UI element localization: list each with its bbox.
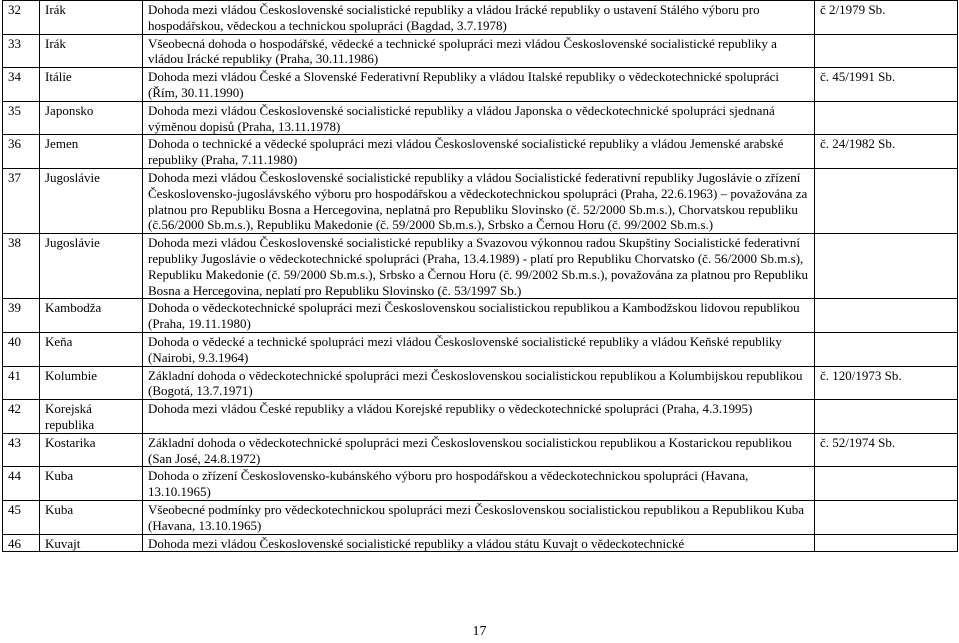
row-number-cell: 32 — [3, 1, 40, 35]
collection-reference-cell — [815, 101, 958, 135]
table-row — [3, 366, 958, 400]
row-number-cell: 37 — [3, 168, 40, 233]
row-number-cell: 45 — [3, 500, 40, 534]
agreement-title-cell: Všeobecná dohoda o hospodářské, vědecké a technické spolupráci mezi vládou Československé socialistické republiky a vládou Irácké republiky (Praha, 30.11.1986) — [143, 34, 815, 68]
collection-reference-cell — [815, 234, 958, 299]
country-cell: Jugoslávie — [40, 234, 143, 299]
row-number-cell: 42 — [3, 400, 40, 434]
country-cell: Japonsko — [40, 101, 143, 135]
collection-reference-cell — [815, 467, 958, 501]
collection-reference-cell: č. 24/1982 Sb. — [815, 135, 958, 169]
table-row — [3, 135, 958, 169]
collection-reference-cell: č. 52/1974 Sb. — [815, 433, 958, 467]
country-cell: Jugoslávie — [40, 168, 143, 233]
agreement-title-cell: Dohoda mezi vládou České a Slovenské Federativní Republiky a vládou Italské republiky o vědeckotechnické spolupráci (Řím, 30.11.1990) — [143, 68, 815, 102]
country-cell: Kostarika — [40, 433, 143, 467]
collection-reference-cell: č. 120/1973 Sb. — [815, 366, 958, 400]
collection-reference-cell — [815, 299, 958, 333]
row-number-cell: 36 — [3, 135, 40, 169]
collection-reference-cell — [815, 168, 958, 233]
row-number-cell: 34 — [3, 68, 40, 102]
treaty-table — [2, 0, 958, 552]
row-number-cell: 35 — [3, 101, 40, 135]
country-cell: Keňa — [40, 332, 143, 366]
page-number: 17 — [472, 624, 487, 639]
row-number-cell: 38 — [3, 234, 40, 299]
agreement-title-cell: Dohoda mezi vládou Československé socialistické republiky a vládou Japonska o vědeckotechnické spolupráci sjednaná výměnou dopisů (Praha, 13.11.1978) — [143, 101, 815, 135]
agreement-title-cell: Všeobecné podmínky pro vědeckotechnickou spolupráci mezi Československou socialistickou republikou a Republikou Kuba (Havana, 13.10.1965) — [143, 500, 815, 534]
agreement-title-cell: Dohoda o zřízení Československo-kubánského výboru pro hospodářskou a vědeckotechnickou spolupráci (Havana, 13.10.1965) — [143, 467, 815, 501]
row-number-cell: 43 — [3, 433, 40, 467]
agreement-title-cell: Základní dohoda o vědeckotechnické spolupráci mezi Československou socialistickou republikou a Kolumbijskou republikou (Bogotá, 13.7.1971) — [143, 366, 815, 400]
treaty-table-body — [3, 1, 958, 552]
country-cell: Irák — [40, 34, 143, 68]
table-row — [3, 34, 958, 68]
agreement-title-cell: Dohoda o technické a vědecké spolupráci mezi vládou Československé socialistické republiky a vládou Jemenské arabské republiky (Praha, 7.11.1980) — [143, 135, 815, 169]
country-cell: Kambodža — [40, 299, 143, 333]
collection-reference-cell: č. 45/1991 Sb. — [815, 68, 958, 102]
country-cell: Itálie — [40, 68, 143, 102]
country-cell: Korejská republika — [40, 400, 143, 434]
country-cell: Kuvajt — [40, 534, 143, 552]
collection-reference-cell — [815, 332, 958, 366]
country-cell: Kolumbie — [40, 366, 143, 400]
agreement-title-cell: Základní dohoda o vědeckotechnické spolupráci mezi Československou socialistickou republikou a Kostarickou republikou (San José, 24.8.1972) — [143, 433, 815, 467]
table-row — [3, 534, 958, 552]
table-row — [3, 332, 958, 366]
country-cell: Kuba — [40, 467, 143, 501]
table-row — [3, 68, 958, 102]
agreement-title-cell: Dohoda mezi vládou Československé socialistické republiky a Svazovou výkonnou radou Skupštiny Socialistické federativní republiky Jugoslávie o vědeckotechnické spolupráci (Praha, 13.4.1989) - platí pro Republiku Chorvatsko (č. 56/2000 Sb.m.s), Republiku Makedonie (č. 59/2000 Sb.m.s.), Srbsko a Černou Horu (č. 99/2002 Sb.m.s.), považována za platnou pro Republiku Bosna a Hercegovina, neplatí pro Republiku Slovinsko (č. 53/1997 Sb.) — [143, 234, 815, 299]
collection-reference-cell — [815, 34, 958, 68]
table-row — [3, 168, 958, 233]
agreement-title-cell: Dohoda mezi vládou Československé socialistické republiky a vládou Socialistické federativní republiky Jugoslávie o zřízení Československo-jugoslávského výboru pro hospodářskou a vědeckotechnickou spolupráci (Praha, 22.6.1963) – považována za platnou pro Republiku Bosna a Hercegovina, neplatná pro Republiku Slovinsko (č. 52/2000 Sb.m.s.), Chorvatskou republiku (č.56/2000 Sb.m.s.), Republiku Makedonie (č. 59/2000 Sb.m.s.), Srbsko a Černou Horu (č. 99/2002 Sb.m.s.) — [143, 168, 815, 233]
table-row — [3, 299, 958, 333]
row-number-cell: 41 — [3, 366, 40, 400]
agreement-title-cell: Dohoda mezi vládou Československé socialistické republiky a vládou státu Kuvajt o vědeckotechnické — [143, 534, 815, 552]
table-row — [3, 500, 958, 534]
table-row — [3, 400, 958, 434]
collection-reference-cell — [815, 500, 958, 534]
agreement-title-cell: Dohoda o vědeckotechnické spolupráci mezi Československou socialistickou republikou a Kambodžskou lidovou republikou (Praha, 19.11.1980) — [143, 299, 815, 333]
row-number-cell: 44 — [3, 467, 40, 501]
row-number-cell: 40 — [3, 332, 40, 366]
row-number-cell: 39 — [3, 299, 40, 333]
collection-reference-cell — [815, 534, 958, 552]
country-cell: Kuba — [40, 500, 143, 534]
table-row — [3, 1, 958, 35]
table-row — [3, 234, 958, 299]
collection-reference-cell — [815, 400, 958, 434]
table-row — [3, 433, 958, 467]
agreement-title-cell: Dohoda o vědecké a technické spolupráci mezi vládou Československé socialistické republiky a vládou Keňské republiky (Nairobi, 9.3.1964) — [143, 332, 815, 366]
table-row — [3, 101, 958, 135]
country-cell: Irák — [40, 1, 143, 35]
row-number-cell: 33 — [3, 34, 40, 68]
table-row — [3, 467, 958, 501]
country-cell: Jemen — [40, 135, 143, 169]
agreement-title-cell: Dohoda mezi vládou České republiky a vládou Korejské republiky o vědeckotechnické spolupráci (Praha, 4.3.1995) — [143, 400, 815, 434]
collection-reference-cell: č 2/1979 Sb. — [815, 1, 958, 35]
row-number-cell: 46 — [3, 534, 40, 552]
agreement-title-cell: Dohoda mezi vládou Československé socialistické republiky a vládou Irácké republiky o ustavení Stálého výboru pro hospodářskou, vědeckou a technickou spolupráci (Bagdad, 3.7.1978) — [143, 1, 815, 35]
